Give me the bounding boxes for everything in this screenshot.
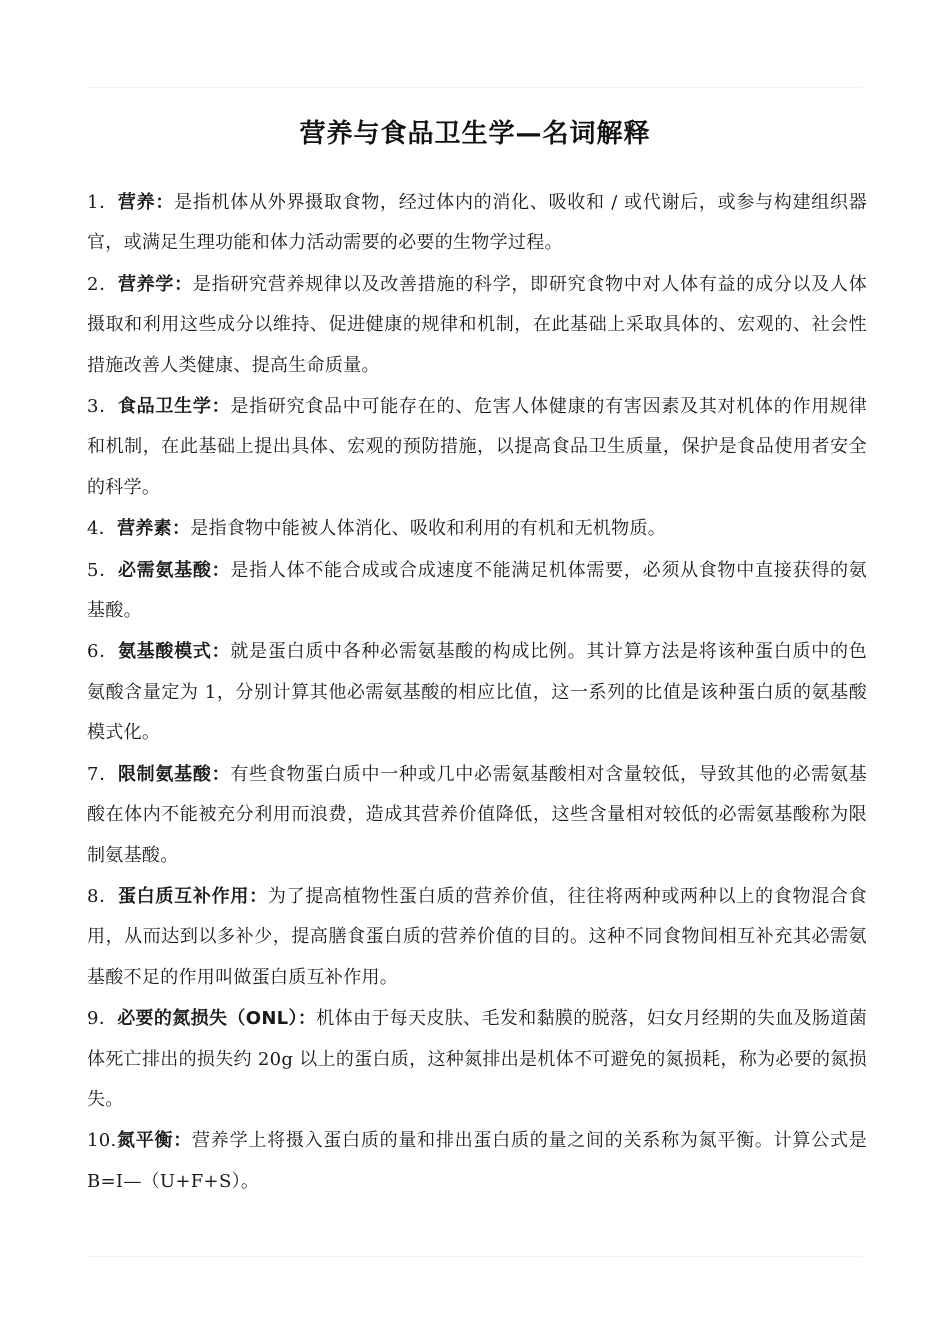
entry-term: 蛋白质互补作用： — [117, 885, 268, 907]
glossary-content — [87, 183, 867, 1203]
glossary-entry-4 — [87, 509, 867, 549]
entry-definition: 有些食物蛋白质中一种或几中必需氨基酸相对含量较低，导致其他的必需氨基酸在体内不能被充分利用而浪费，造成其营养价值降低，这些含量相对较低的必需氨基酸称为限制氨基酸。 — [87, 763, 867, 866]
entry-definition: 为了提高植物性蛋白质的营养价值，往往将两种或两种以上的食物混合食用，从而达到以多补少，提高膳食蛋白质的营养价值的目的。这种不同食物间相互补充其必需氨基酸不足的作用叫做蛋白质互补作用。 — [87, 885, 867, 988]
glossary-entry-10 — [87, 1121, 867, 1202]
entry-definition: 是指研究营养规律以及改善措施的科学，即研究食物中对人体有益的成分以及人体摄取和利用这些成分以维持、促进健康的规律和机制，在此基础上采取具体的、宏观的、社会性措施改善人类健康、提高生命质量。 — [87, 273, 867, 376]
bottom-divider — [88, 1256, 862, 1257]
entry-number: 9． — [87, 1008, 118, 1030]
entry-term: 限制氨基酸： — [117, 763, 231, 785]
entry-number: 8． — [87, 885, 118, 907]
entry-term: 必需氨基酸： — [117, 559, 231, 581]
entry-number: 3． — [87, 396, 118, 418]
entry-definition: 是指人体不能合成或合成速度不能满足机体需要，必须从食物中直接获得的氨基酸。 — [87, 559, 867, 622]
glossary-entry-9 — [87, 999, 867, 1120]
entry-definition: 是指食物中能被人体消化、吸收和利用的有机和无机物质。 — [190, 518, 667, 540]
entry-number: 4． — [87, 518, 118, 540]
entry-definition: 机体由于每天皮肤、毛发和黏膜的脱落，妇女月经期的失血及肠道菌体死亡排出的损失约 20g 以上的蛋白质，这种氮排出是机体不可避免的氮损耗，称为必要的氮损失。 — [87, 1008, 867, 1110]
entry-term: 营养素： — [117, 518, 191, 540]
entry-term: 营养学： — [117, 273, 193, 295]
entry-term: 营养： — [117, 192, 175, 213]
glossary-entry-3 — [87, 387, 867, 508]
entry-number: 2． — [87, 273, 118, 295]
glossary-entry-7 — [87, 755, 867, 876]
top-divider — [88, 87, 862, 88]
page-title: 营养与食品卫生学—名词解释 — [299, 119, 651, 149]
entry-definition: 营养学上将摄入蛋白质的量和排出蛋白质的量之间的关系称为氮平衡。计算公式是 B=I—（U+F+S）。 — [87, 1130, 868, 1192]
entry-term: 氨基酸模式： — [117, 641, 231, 663]
entry-term: 必要的氮损失（ONL）： — [117, 1008, 317, 1030]
entry-definition: 是指机体从外界摄取食物，经过体内的消化、吸收和 / 或代谢后，或参与构建组织器官，或满足生理功能和体力活动需要的必要的生物学过程。 — [87, 192, 867, 254]
entry-number: 10. — [87, 1130, 117, 1152]
glossary-entry-6 — [87, 632, 867, 753]
glossary-entry-8 — [87, 877, 867, 998]
entry-term: 食品卫生学： — [117, 396, 231, 418]
glossary-entry-1 — [87, 183, 867, 264]
entry-definition: 就是蛋白质中各种必需氨基酸的构成比例。其计算方法是将该种蛋白质中的色氨酸含量定为 1，分别计算其他必需氨基酸的相应比值，这一系列的比值是该种蛋白质的氨基酸模式化。 — [87, 641, 867, 744]
entry-number: 7． — [87, 763, 118, 785]
glossary-entry-5 — [87, 551, 867, 632]
glossary-entry-2 — [87, 265, 867, 386]
entry-number: 1． — [87, 192, 118, 213]
entry-number: 6． — [87, 641, 118, 663]
entry-definition: 是指研究食品中可能存在的、危害人体健康的有害因素及其对机体的作用规律和机制，在此基础上提出具体、宏观的预防措施，以提高食品卫生质量，保护是食品使用者安全的科学。 — [87, 396, 867, 498]
entry-term: 氮平衡： — [116, 1130, 193, 1152]
entry-number: 5． — [87, 559, 118, 581]
